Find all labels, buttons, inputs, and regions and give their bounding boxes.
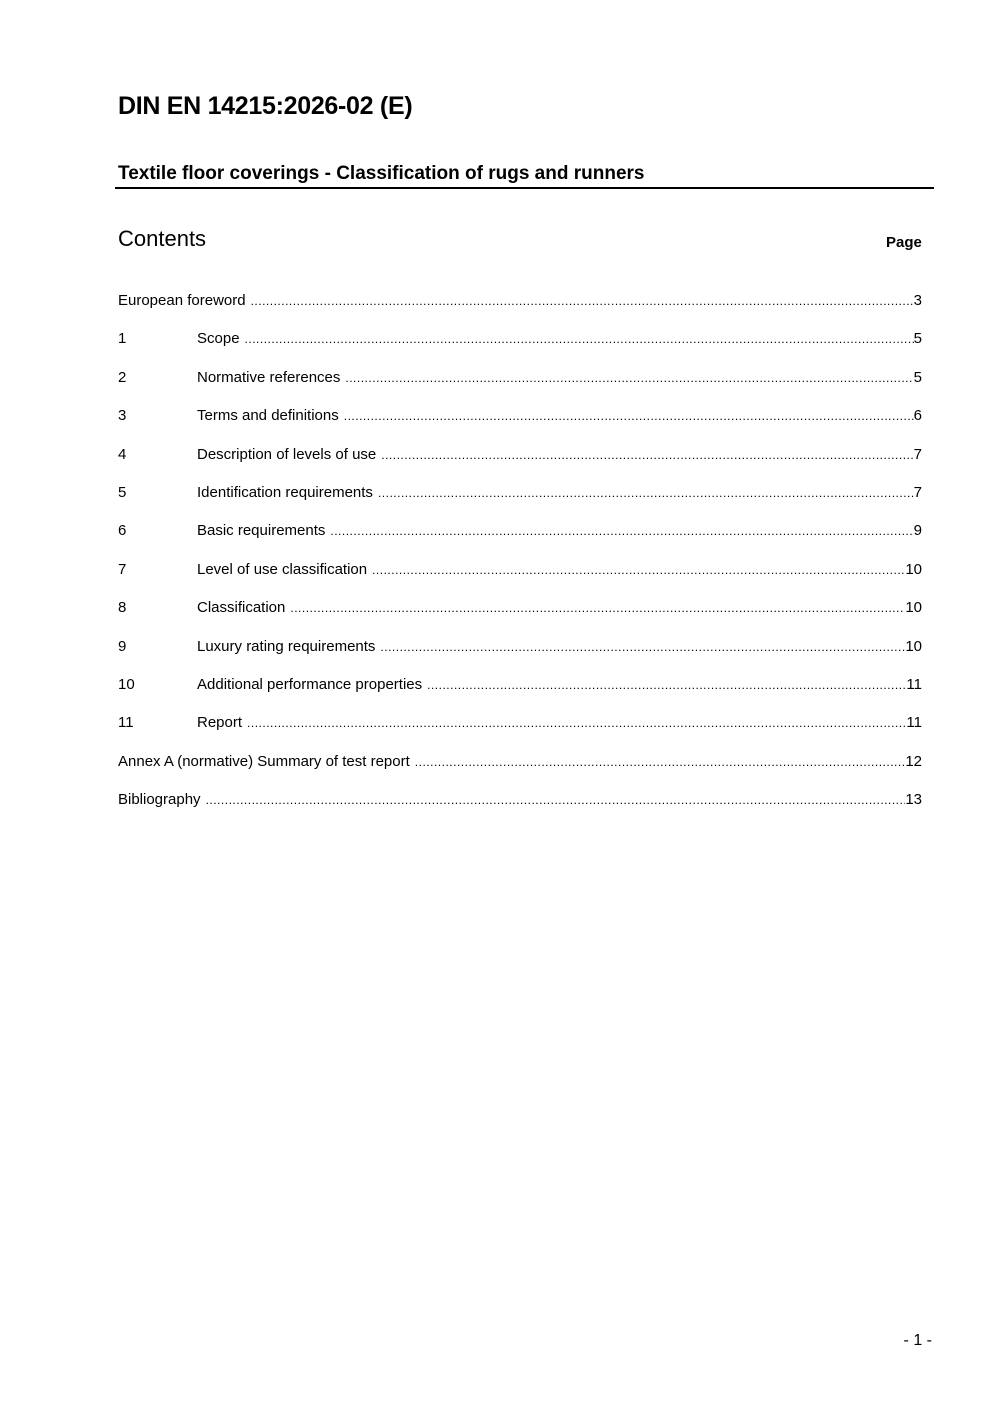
toc-entry-text: Terms and definitions [197,407,339,425]
toc-entry-number: 8 [118,599,127,617]
toc-entry-page: 11 [906,714,922,732]
toc-entry-text: Basic requirements [197,522,326,540]
toc-dot-leader [427,678,906,692]
document-id: DIN EN 14215:2026-02 (E) [118,92,413,120]
page-number: - 1 - [903,1332,932,1349]
toc-entry-number: 2 [118,368,127,386]
toc-entry-text: Description of levels of use [197,445,377,463]
toc-entry-text: Scope [197,330,240,348]
toc-entry[interactable] [118,638,922,676]
toc-entry[interactable] [118,676,922,714]
contents-heading: Contents [118,226,207,251]
toc-entry[interactable] [118,330,922,368]
toc-dot-leader [415,755,906,769]
toc-entry-text: European foreword [118,292,246,309]
toc-dot-leader [247,716,906,730]
toc-entry-text: Identification requirements [197,483,373,501]
toc-entry[interactable] [118,599,922,637]
toc-dot-leader [251,294,914,308]
toc-dot-leader [381,448,913,462]
toc-entry-text: Annex A (normative) Summary of test report [118,752,410,770]
toc-entry-page: 10 [905,599,922,617]
table-of-contents [118,292,922,829]
toc-dot-leader [330,524,913,538]
toc-dot-leader [345,371,913,385]
toc-entry-text: Level of use classification [197,560,368,578]
toc-entry-number: 1 [118,330,127,348]
toc-entry-page: 10 [905,637,922,655]
document-title: Textile floor coverings - Classification of rugs and runners [118,163,645,184]
toc-dot-leader [378,486,914,500]
toc-entry[interactable] [118,369,922,407]
toc-entry-page: 6 [913,407,922,425]
toc-entry[interactable] [118,446,922,484]
toc-entry-number: 5 [118,483,127,501]
toc-entry-number: 3 [118,407,127,425]
toc-dot-leader [344,409,914,423]
toc-entry[interactable] [118,753,922,791]
toc-dot-leader [372,563,905,577]
toc-entry-text: Luxury rating requirements [197,637,376,655]
toc-entry[interactable] [118,292,922,330]
toc-dot-leader [206,793,906,807]
toc-entry[interactable] [118,407,922,445]
toc-entry[interactable] [118,522,922,560]
toc-dot-leader [290,601,905,615]
toc-entry-page: 7 [913,445,922,463]
toc-dot-leader [380,640,905,654]
toc-entry-text: Bibliography [118,791,201,809]
toc-entry[interactable] [118,561,922,599]
toc-dot-leader [245,332,914,346]
toc-entry[interactable] [118,484,922,522]
toc-entry-page: 5 [913,330,922,348]
toc-entry-page: 5 [913,368,922,386]
toc-entry-number: 11 [118,714,134,732]
toc-entry[interactable] [118,791,922,829]
page-column-label: Page [886,234,922,251]
toc-entry-page: 7 [913,483,922,501]
toc-entry-text: Classification [197,599,286,617]
toc-entry-number: 6 [118,522,127,540]
toc-entry-text: Report [197,714,243,732]
toc-entry-page: 10 [905,560,922,578]
toc-entry-text: Additional performance properties [197,675,423,693]
document-title-block [115,162,934,189]
toc-entry-number: 4 [118,445,127,463]
toc-entry-number: 7 [118,560,127,578]
toc-entry-number: 9 [118,637,127,655]
toc-entry-text: Normative references [197,368,341,386]
toc-entry-page: 13 [905,791,922,809]
toc-entry-page: 12 [905,752,922,770]
toc-entry-page: 3 [913,292,922,309]
toc-entry[interactable] [118,714,922,752]
toc-entry-page: 11 [906,675,922,693]
toc-entry-number: 10 [118,675,135,693]
toc-entry-page: 9 [913,522,922,540]
